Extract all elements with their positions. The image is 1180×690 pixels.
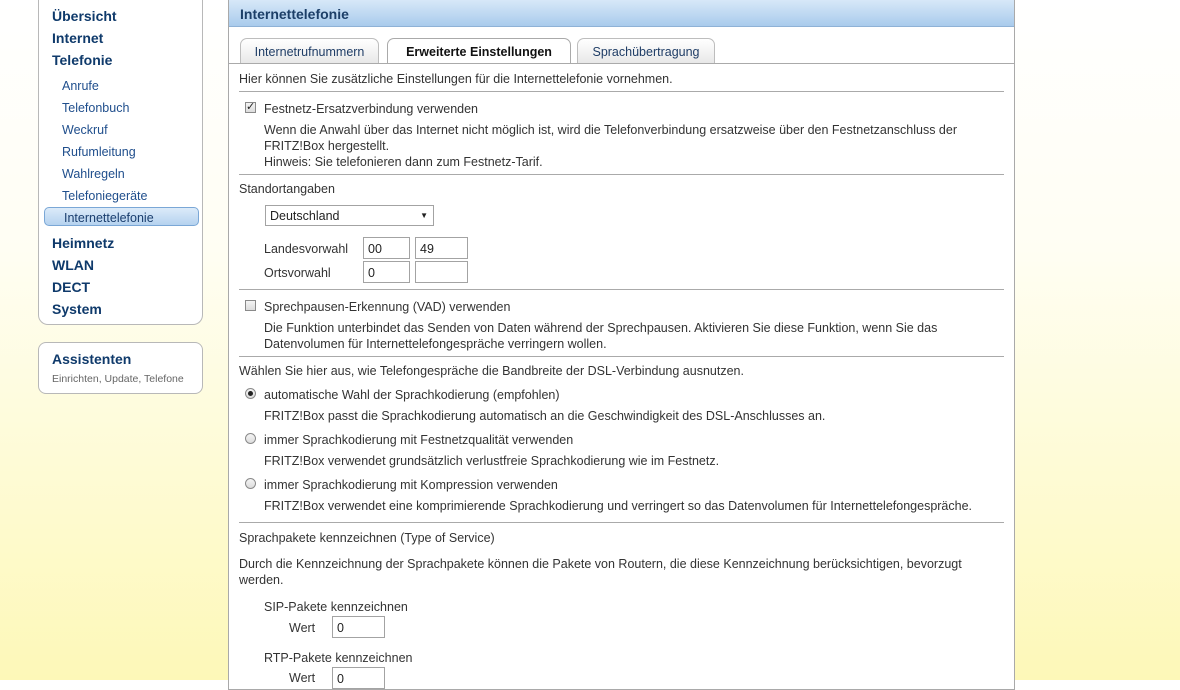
tos-description-2: werden. [239,573,284,587]
codec-landline-radio[interactable] [245,433,256,444]
rtp-value-label: Wert [289,671,316,685]
tab-sprachuebertragung[interactable]: Sprachübertragung [577,38,715,63]
sip-value-input[interactable]: 0 [332,616,385,638]
codec-auto-description: FRITZ!Box passt die Sprachkodierung automatisch an die Geschwindigkeit des DSL-Anschlusses an. [264,409,826,423]
vad-checkbox[interactable] [245,300,256,311]
panel-header [229,0,1014,27]
area-code-label: Ortsvorwahl [264,266,331,280]
tab-erweiterte-einstellungen[interactable]: Erweiterte Einstellungen [387,38,571,64]
menu-item-heimnetz[interactable]: Heimnetz [52,235,115,251]
menu-item-weckruf[interactable]: Weckruf [62,123,108,137]
sip-value-label: Wert [289,621,316,635]
codec-compression-label[interactable]: immer Sprachkodierung mit Kompression verwenden [264,478,558,492]
menu-item-rufumleitung[interactable]: Rufumleitung [62,145,136,159]
rtp-label: RTP-Pakete kennzeichnen [264,651,413,665]
codec-auto-label[interactable]: automatische Wahl der Sprachkodierung (empfohlen) [264,388,560,402]
menu-item-internet[interactable]: Internet [52,30,104,46]
assistant-box[interactable] [38,342,203,394]
main-menu [38,0,203,325]
location-heading: Standortangaben [239,182,335,196]
divider [239,356,1004,357]
sip-label: SIP-Pakete kennzeichnen [264,600,408,614]
vad-description: Die Funktion unterbindet das Senden von Daten während der Sprechpausen. Aktivieren Sie diese Funktion, wenn Sie das [264,321,938,335]
codec-compression-description: FRITZ!Box verwendet eine komprimierende Sprachkodierung und verringert so das Datenvolumen für Internettelefongespräche. [264,499,973,513]
bandwidth-intro: Wählen Sie hier aus, wie Telefongespräche die Bandbreite der DSL-Verbindung ausnutzen. [239,364,744,378]
rtp-value-input[interactable]: 0 [332,667,385,689]
country-prefix-input[interactable]: 00 [363,237,410,259]
country-code-input[interactable]: 49 [415,237,468,259]
menu-item-system[interactable]: System [52,301,102,317]
menu-item-wahlregeln[interactable]: Wahlregeln [62,167,125,181]
menu-item-wlan[interactable]: WLAN [52,257,94,273]
fallback-description-2: FRITZ!Box hergestellt. [264,139,390,153]
menu-item-telefonie[interactable]: Telefonie [52,52,113,68]
menu-item-uebersicht[interactable]: Übersicht [52,8,117,24]
assistant-subtitle: Einrichten, Update, Telefone [52,373,184,385]
divider [239,174,1004,175]
country-code-label: Landesvorwahl [264,242,349,256]
codec-compression-radio[interactable] [245,478,256,489]
tos-heading: Sprachpakete kennzeichnen (Type of Service) [239,531,495,545]
divider [239,522,1004,523]
codec-landline-label[interactable]: immer Sprachkodierung mit Festnetzqualität verwenden [264,433,574,447]
intro-text: Hier können Sie zusätzliche Einstellungen für die Internettelefonie vornehmen. [239,72,673,86]
country-select[interactable] [265,205,434,226]
page-title: Internettelefonie [240,6,349,22]
chevron-down-icon: ▼ [420,211,428,220]
vad-description-2: Datenvolumen für Internettelefongespräche verringern wollen. [264,337,607,351]
divider [239,289,1004,290]
tab-divider [229,63,1014,64]
fallback-hint: Hinweis: Sie telefonieren dann zum Festnetz-Tarif. [264,155,543,169]
tos-description: Durch die Kennzeichnung der Sprachpakete können die Pakete von Routern, die diese Kennzeichnung berücksichtigen, bevorzugt [239,557,962,571]
fallback-description: Wenn die Anwahl über das Internet nicht möglich ist, wird die Telefonverbindung ersatzweise über den Festnetzanschluss der [264,123,957,137]
fallback-checkbox[interactable] [245,102,256,113]
menu-item-internettelefonie[interactable]: Internettelefonie [44,207,199,226]
divider [239,91,1004,92]
menu-item-telefoniegeraete[interactable]: Telefoniegeräte [62,189,148,203]
codec-landline-description: FRITZ!Box verwendet grundsätzlich verlustfreie Sprachkodierung wie im Festnetz. [264,454,720,468]
country-select-value: Deutschland [270,209,340,223]
content-panel [228,0,1015,690]
vad-label[interactable]: Sprechpausen-Erkennung (VAD) verwenden [264,300,511,314]
codec-auto-radio[interactable] [245,388,256,399]
fallback-label[interactable]: Festnetz-Ersatzverbindung verwenden [264,102,479,116]
menu-item-anrufe[interactable]: Anrufe [62,79,99,93]
assistant-title[interactable]: Assistenten [52,351,132,367]
menu-item-telefonbuch[interactable]: Telefonbuch [62,101,130,115]
area-code-input[interactable] [415,261,468,283]
menu-item-dect[interactable]: DECT [52,279,91,295]
area-prefix-input[interactable]: 0 [363,261,410,283]
tab-internetrufnummern[interactable]: Internetrufnummern [240,38,379,63]
